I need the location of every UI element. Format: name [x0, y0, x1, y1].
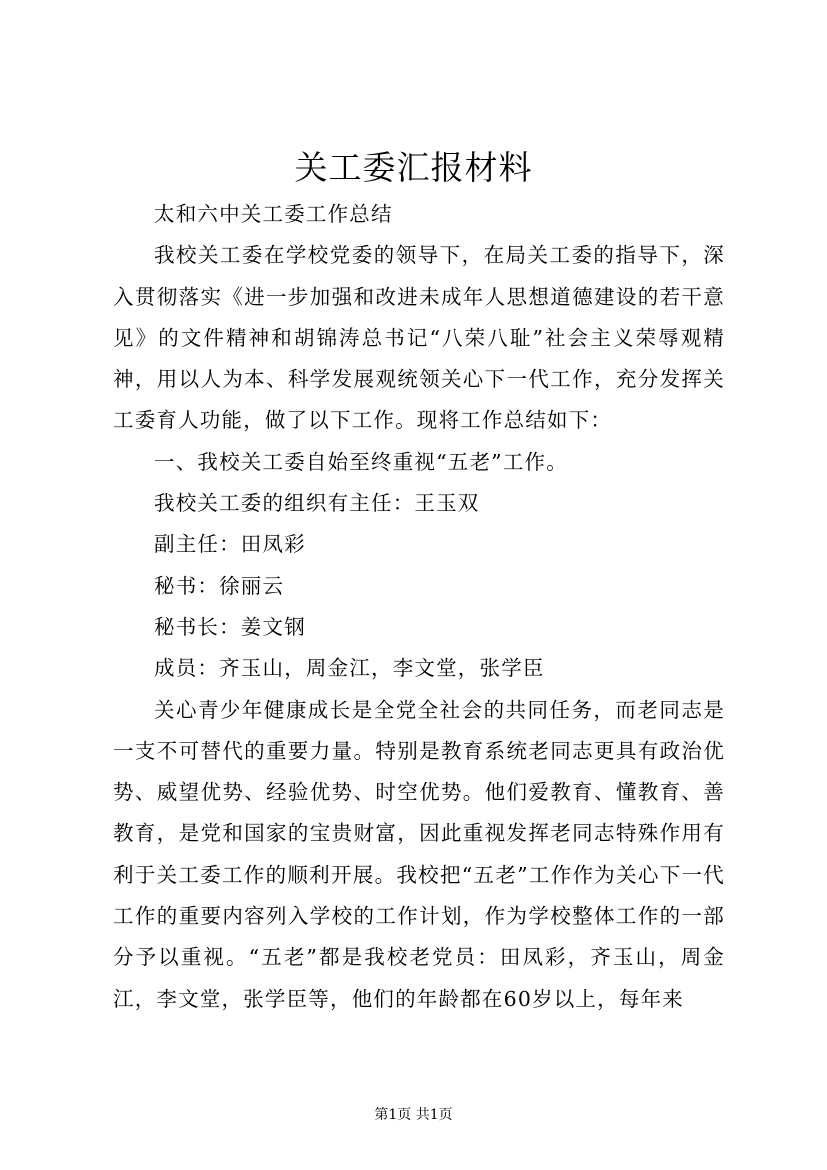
document-body	[113, 194, 725, 1020]
member-secretary-general: 秘书长：姜文钢	[154, 614, 306, 639]
body-paragraph: 关心青少年健康成长是全党全社会的共同任务，而老同志是一支不可替代的重要力量。特别是教育系统老同志更具有政治优势、威望优势、经验优势、时空优势。他们爱教育、懂教育、善教育，是党和国家的宝贵财富，因此重视发挥老同志特殊作用有利于关工委工作的顺利开展。我校把“五老”工作作为关心下一代工作的重要内容列入学校的工作计划，作为学校整体工作的一部分予以重视。“五老”都是我校老党员：田凤彩，齐玉山，周金江，李文堂，张学臣等，他们的年龄都在60岁以上，每年来	[113, 697, 725, 1011]
member-director: 我校关工委的组织有主任：王玉双	[154, 491, 480, 516]
member-deputy-director: 副主任：田凤彩	[154, 532, 306, 557]
member-list: 成员：齐玉山，周金江，李文堂，张学臣	[154, 656, 545, 681]
member-secretary: 秘书：徐丽云	[154, 573, 285, 598]
page-footer: 第1页 共1页	[374, 1107, 453, 1123]
section-heading: 一、我校关工委自始至终重视“五老”工作。	[154, 449, 568, 474]
intro-paragraph: 我校关工委在学校党委的领导下，在局关工委的指导下，深入贯彻落实《进一步加强和改进未成年人思想道德建设的若干意见》的文件精神和胡锦涛总书记“八荣八耻”社会主义荣辱观精神，用以人为本、科学发展观统领关心下一代工作，充分发挥关工委育人功能，做了以下工作。现将工作总结如下：	[113, 243, 725, 433]
subtitle-paragraph: 太和六中关工委工作总结	[154, 202, 393, 226]
document-title: 关工委汇报材料	[294, 148, 533, 187]
